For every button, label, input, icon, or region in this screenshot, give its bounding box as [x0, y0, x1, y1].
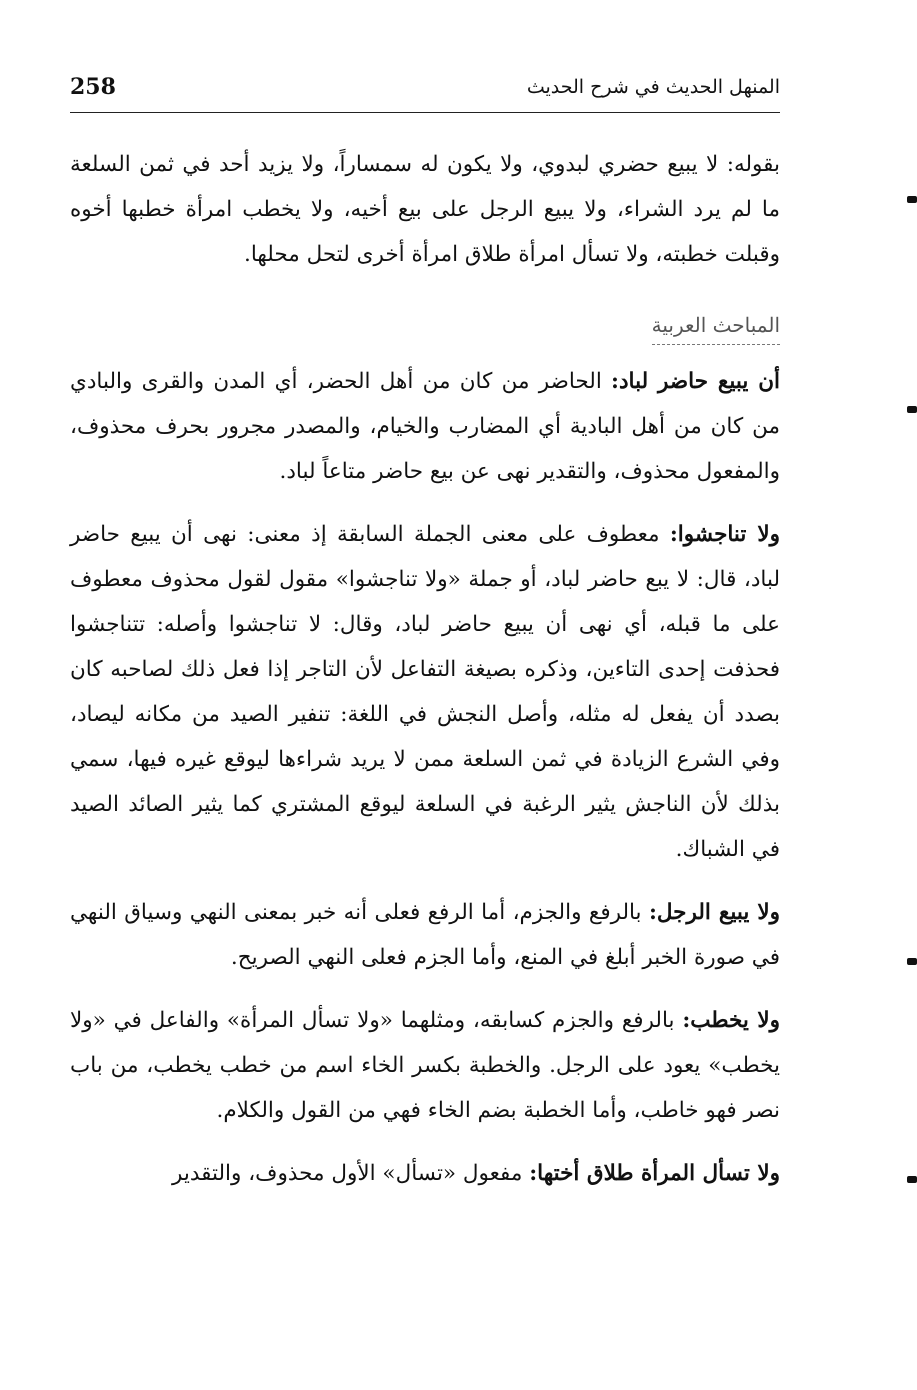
- entry-text: الحاضر من كان من أهل الحضر، أي المدن والقرى والبادي من كان من أهل البادية أي المضارب والخيام، والمصدر مجرور بحرف محذوف، والمفعول محذوف، والتقدير نهى عن بيع حاضر متاعاً لباد.: [70, 369, 780, 484]
- margin-mark: [907, 406, 917, 413]
- entry-text: بالرفع والجزم كسابقه، ومثلهما «ولا تسأل المرأة» والفاعل في «ولا يخطب» يعود على الرجل. والخطبة بكسر الخاء اسم من خطب يخطب، من باب نصر فهو خاطب، وأما الخطبة بضم الخاء فهي من القول والكلام.: [70, 1008, 780, 1123]
- entry-paragraph: [70, 890, 780, 980]
- entry-paragraph: [70, 1151, 780, 1196]
- entry-term: ولا تناجشوا:: [669, 522, 781, 547]
- margin-mark: [907, 958, 917, 965]
- entry-term: ولا يخطب:: [682, 1008, 780, 1033]
- entry-paragraph: [70, 512, 780, 872]
- entry-term: ولا تسأل المرأة طلاق أختها:: [529, 1161, 780, 1186]
- entry-text: مفعول «تسأل» الأول محذوف، والتقدير: [172, 1161, 530, 1186]
- page-number: 258: [70, 74, 116, 100]
- margin-mark: [907, 196, 917, 203]
- entry-paragraph: [70, 359, 780, 494]
- intro-paragraph: بقوله: لا يبيع حضري لبدوي، ولا يكون له سمساراً، ولا يزيد أحد في ثمن السلعة ما لم يرد الشراء، ولا يبيع الرجل على بيع أخيه، ولا يخطب امرأة خطبها أخوه وقبلت خطبته، ولا تسأل امرأة طلاق امرأة أخرى لتحل محلها.: [70, 152, 780, 267]
- entry-text: بالرفع والجزم، أما الرفع فعلى أنه خبر بمعنى النهي وسياق النهي في صورة الخبر أبلغ في المنع، وأما الجزم فعلى النهي الصريح.: [70, 900, 780, 970]
- entry-term: ولا يبيع الرجل:: [648, 900, 781, 925]
- section-heading: المباحث العربية: [652, 310, 780, 345]
- entry-text: معطوف على معنى الجملة السابقة إذ معنى: نهى أن يبيع حاضر لباد، قال: لا يبع حاضر لباد، أو جملة «ولا تناجشوا» مقول لقول محذوف معطوف على ما قبله، أي نهى أن يبيع حاضر لباد، وقال: لا تناجشوا وأصله: تتناجشوا فحذفت إحدى التاءين، وذكره بصيغة التفاعل لأن التاجر إذا فعل ذلك لصاحبه كان بصدد أن يفعل له مثله، وأصل النجش في اللغة: تنفير الصيد من مكانه ليصاد، وفي الشرع الزيادة في ثمن السلعة ممن لا يريد شراءها ليوقع غيره فيها، سمي بذلك لأن الناجش يثير الرغبة في السلعة ليوقع المشتري كما يثير الصائد الصيد في الشباك.: [70, 522, 780, 862]
- page-header: [70, 72, 780, 113]
- page-body: [70, 142, 780, 1214]
- running-title: المنهل الحديث في شرح الحديث: [526, 76, 780, 98]
- entry-term: أن يبيع حاضر لباد:: [611, 369, 780, 394]
- margin-mark: [907, 1176, 917, 1183]
- entry-paragraph: [70, 998, 780, 1133]
